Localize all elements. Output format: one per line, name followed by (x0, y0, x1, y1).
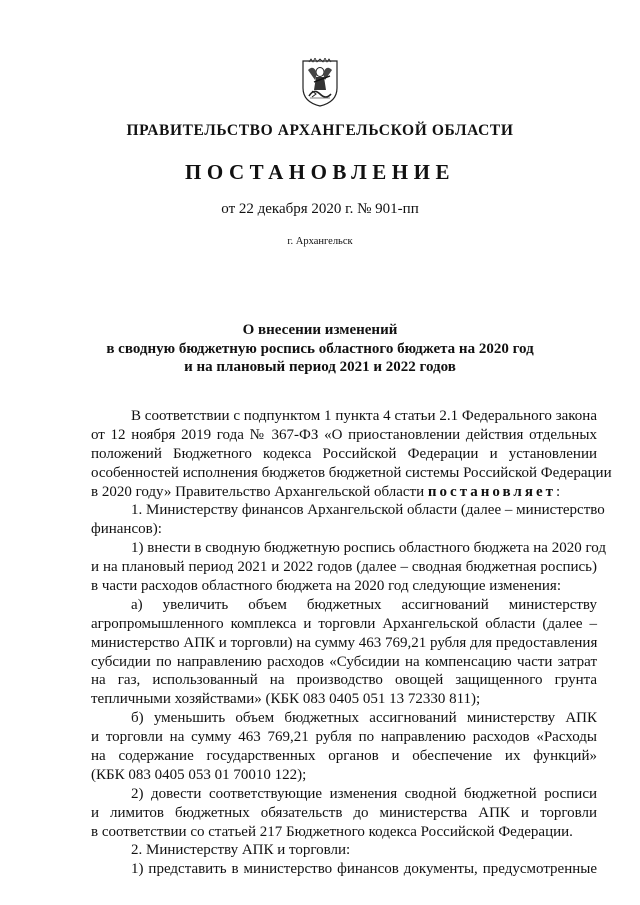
body-line: 1) внести в сводную бюджетную роспись областного бюджета на 2020 год (131, 540, 606, 557)
body-line: особенностей исполнения бюджетов бюджетной системы Российской Федерации (91, 464, 612, 481)
document-date-number: от 22 декабря 2020 г. № 901-пп (221, 201, 419, 217)
body-line: положений Бюджетного кодекса Российской Федерации и установлении (91, 445, 597, 462)
document-body (91, 407, 612, 879)
body-line: и лимитов бюджетных обязательств до министерства АПК и торговли (91, 804, 597, 821)
body-line: В соответствии с подпунктом 1 пункта 4 статьи 2.1 Федерального закона (131, 408, 597, 424)
body-line: финансов): (91, 521, 162, 538)
title-line: О внесении изменений (242, 322, 398, 338)
body-line: а) увеличить объем бюджетных ассигнований министерству (131, 596, 597, 613)
resolves-keyword: постановляет (427, 483, 556, 500)
document-title (0, 321, 640, 377)
title-line: и на плановый период 2021 и 2022 годов (184, 359, 456, 375)
body-line: в соответствии со статьей 217 Бюджетного кодекса Российской Федерации. (91, 823, 573, 840)
body-line: субсидии по направлению расходов «Субсидии на компенсацию части затрат (91, 653, 597, 670)
body-line: и торговли на сумму 463 769,21 рубля по направлению расходов «Расходы (91, 729, 597, 746)
coat-of-arms-icon (300, 58, 340, 108)
title-line: в сводную бюджетную роспись областного бюджета на 2020 год (106, 340, 534, 357)
body-line (91, 483, 597, 502)
body-line: и на плановый период 2021 и 2022 годов (далее – сводная бюджетная роспись) (91, 559, 597, 576)
body-line: тепличными хозяйствами» (КБК 083 0405 051 13 72330 811); (91, 691, 481, 708)
body-line: министерство АПК и торговли) на сумму 463 769,21 рубля для предоставления (91, 634, 598, 651)
body-line: 1. Министерству финансов Архангельской области (далее – министерство (131, 502, 605, 519)
document-city: г. Архангельск (287, 236, 353, 247)
body-line: б) уменьшить объем бюджетных ассигнований министерству АПК (131, 710, 597, 727)
body-line-text: : (555, 483, 561, 500)
body-line: в части расходов областного бюджета на 2020 год следующие изменения: (91, 578, 561, 595)
body-line: агропромышленного комплекса и торговли Архангельской области (далее – (91, 615, 597, 632)
document-type: ПОСТАНОВЛЕНИЕ (185, 160, 455, 184)
government-name: ПРАВИТЕЛЬСТВО АРХАНГЕЛЬСКОЙ ОБЛАСТИ (126, 122, 514, 139)
body-line: 2. Министерству АПК и торговли: (131, 842, 351, 859)
body-line: 1) представить в министерство финансов документы, предусмотренные (131, 861, 597, 878)
body-line: на содержание государственных органов и обеспечение их функций» (91, 748, 597, 765)
body-line-text: в 2020 году» Правительство Архангельской области (91, 483, 425, 500)
body-line: 2) довести соответствующие изменения сводной бюджетной росписи (131, 785, 597, 802)
body-line: (КБК 083 0405 053 01 70010 122); (91, 766, 307, 783)
body-line: на газ, использованный на производство овощей защищенного грунта (91, 672, 597, 689)
body-line: от 12 ноября 2019 года № 367-ФЗ «О приостановлении действия отдельных (91, 426, 597, 443)
